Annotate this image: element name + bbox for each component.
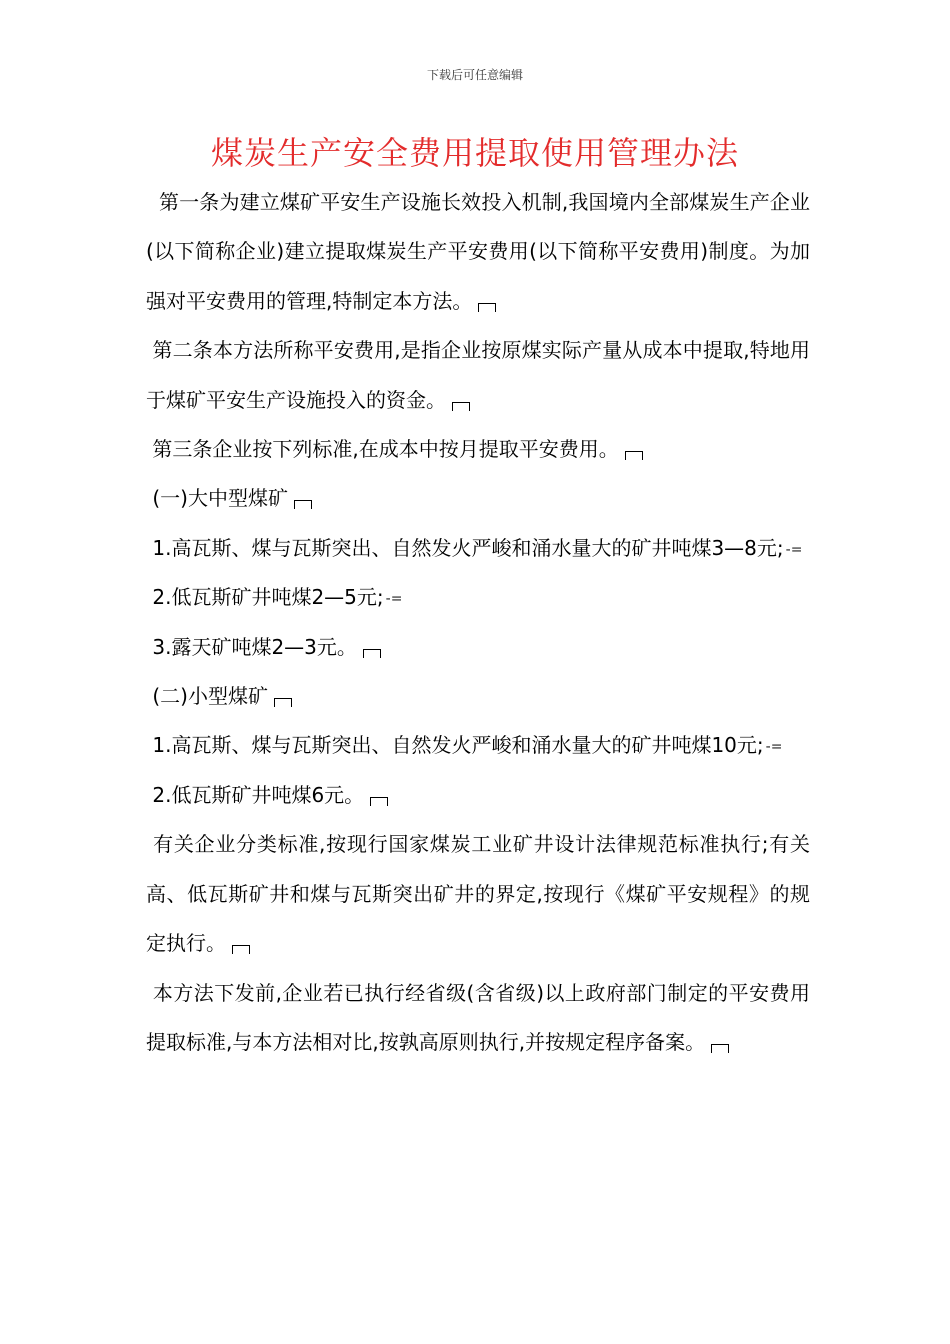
paragraph-text: 有关企业分类标准,按现行国家煤炭工业矿井设计法律规范标准执行;有关高、低瓦斯矿井和煤与瓦斯突出矿井的界定,按现行《煤矿平安规程》的规定执行。 <box>146 832 810 956</box>
paragraph-mark <box>294 500 312 509</box>
paragraph-text: 1.高瓦斯、煤与瓦斯突出、自然发火严峻和涌水量大的矿井吨煤3—8元; <box>146 535 784 560</box>
paragraph-mark <box>363 649 381 658</box>
paragraph-mark <box>625 451 643 460</box>
paragraph <box>146 474 810 523</box>
paragraph <box>146 623 810 672</box>
paragraph-text: 1.高瓦斯、煤与瓦斯突出、自然发火严峻和涌水量大的矿井吨煤10元; <box>146 733 764 758</box>
document-title: 煤炭生产安全费用提取使用管理办法 <box>210 134 739 172</box>
paragraph-mark <box>370 797 388 806</box>
paragraph <box>146 573 810 622</box>
paragraph <box>146 425 810 474</box>
page-header: 下载后可任意编辑 <box>426 68 523 82</box>
paragraph-mark <box>452 402 470 411</box>
paragraph-mark <box>232 945 250 954</box>
paragraph-text: 3.露天矿吨煤2—3元。 <box>146 634 357 659</box>
paragraph-text: 2.低瓦斯矿井吨煤6元。 <box>146 782 365 807</box>
paragraph <box>146 178 810 326</box>
paragraph-mark <box>274 698 292 707</box>
paragraph-text: 本方法下发前,企业若已执行经省级(含省级)以上政府部门制定的平安费用提取标准,与本方法相对比,按孰高原则执行,并按规定程序备案。 <box>146 980 811 1054</box>
paragraph-text: (一)大中型煤矿 <box>146 486 288 511</box>
paragraph <box>146 326 810 425</box>
paragraph-mark <box>478 303 496 312</box>
paragraph-text: 第三条企业按下列标准,在成本中按月提取平安费用。 <box>146 437 619 462</box>
paragraph <box>146 524 810 573</box>
line-break-mark: -= <box>765 739 783 756</box>
line-break-mark: -= <box>785 541 803 558</box>
paragraph-text: (二)小型煤矿 <box>146 684 268 709</box>
paragraph-text: 2.低瓦斯矿井吨煤2—5元; <box>146 585 384 610</box>
line-break-mark: -= <box>385 591 403 608</box>
paragraph-text: 第二条本方法所称平安费用,是指企业按原煤实际产量从成本中提取,特地用于煤矿平安生产设施投入的资金。 <box>146 338 811 412</box>
paragraph-mark <box>711 1044 729 1053</box>
paragraph <box>146 771 810 820</box>
paragraph <box>146 969 810 1068</box>
document-body <box>146 178 810 1067</box>
paragraph-text: 第一条为建立煤矿平安生产设施长效投入机制,我国境内全部煤炭生产企业(以下简称企业)建立提取煤炭生产平安费用(以下简称平安费用)制度。为加强对平安费用的管理,特制定本方法。 <box>146 190 811 313</box>
paragraph <box>146 820 810 968</box>
paragraph <box>146 721 810 770</box>
paragraph <box>146 672 810 721</box>
